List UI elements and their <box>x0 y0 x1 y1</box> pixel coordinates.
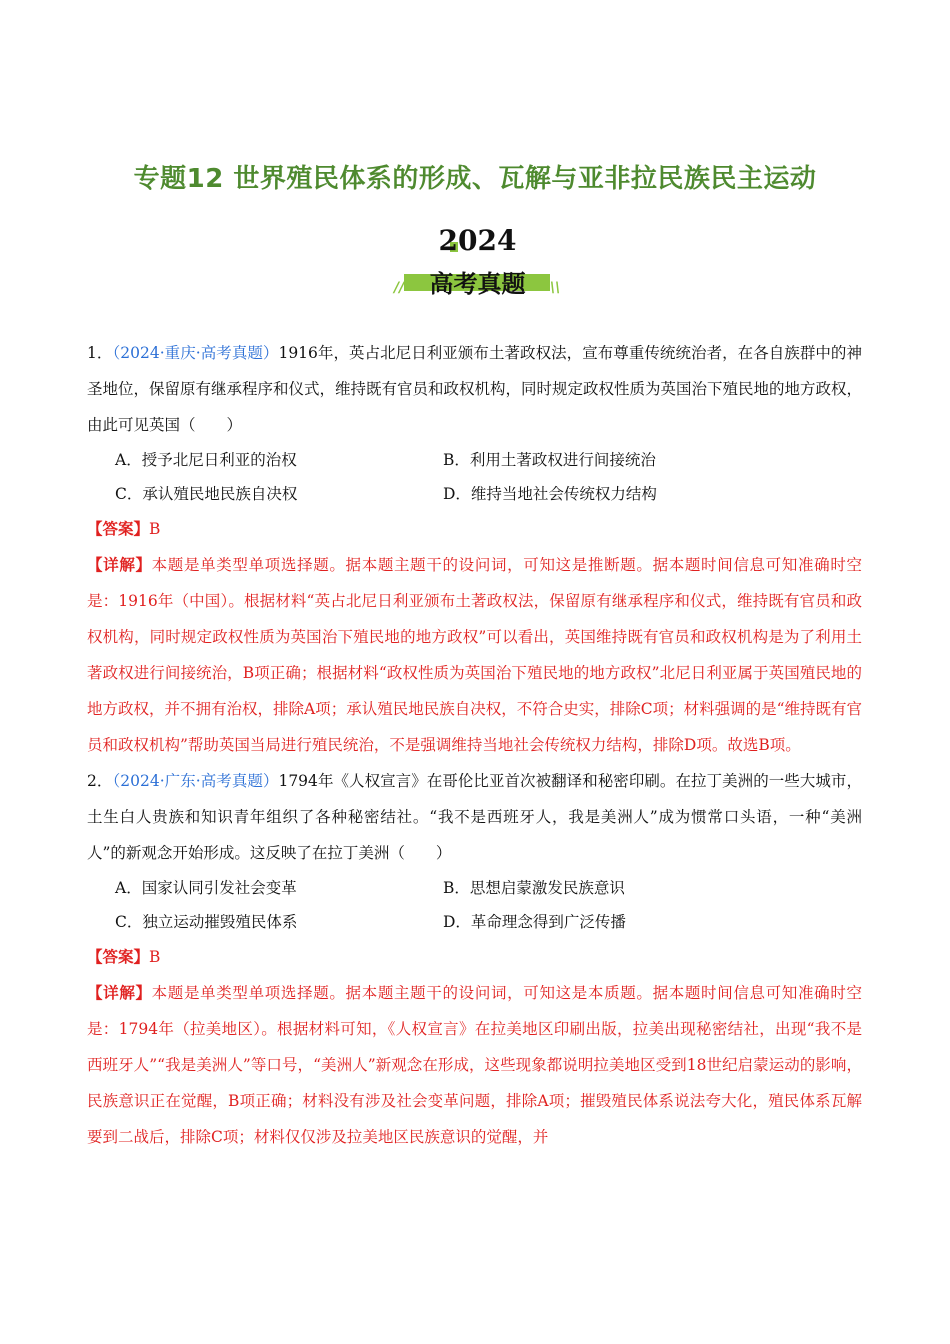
question-text: 1794年《人权宣言》在哥伦比亚首次被翻译和秘密印刷。在拉丁美洲的一些大城市，土生白人贵族和知识青年组织了各种秘密结社。“我不是西班牙人，我是美洲人”成为惯常口头语，一种“美洲人”的新观念开始形成。这反映了在拉丁美洲（ ） <box>87 772 862 862</box>
badge-left-slashes-icon: // <box>394 280 405 296</box>
explanation <box>87 547 862 763</box>
question-text: 1916年，英占北尼日利亚颁布土著政权法，宣布尊重传统统治者，在各自族群中的神圣地位，保留原有继承程序和仪式，维持既有官员和政权机构，同时规定政权性质为英国治下殖民地的地方政权，由此可见英国（ ） <box>87 344 863 434</box>
answer-value: B <box>149 948 161 966</box>
option-a: A．国家认同引发社会变革 <box>115 879 297 897</box>
answer-label: 【答案】 <box>87 520 150 538</box>
explanation-text: 本题是单类型单项选择题。据本题主题干的设问词，可知这是本质题。据本题时间信息可知准确时空是：1794年（拉美地区）。根据材料可知，《人权宣言》在拉美地区印刷出版，拉美出现秘密结社，出现“我不是西班牙人”“我是美洲人”等口号，“美洲人”新观念在形成，这些现象都说明拉美地区受到18世纪启蒙运动的影响，民族意识正在觉醒，B项正确；材料没有涉及社会变革问题，排除A项；摧毁殖民体系说法夸大化，殖民体系瓦解要到二战后，排除C项；材料仅仅涉及拉美地区民族意识的觉醒，并 <box>87 984 862 1146</box>
question-number: 1． <box>87 344 113 362</box>
option-c: C．独立运动摧毁殖民体系 <box>115 913 298 931</box>
answer-line <box>87 939 862 975</box>
option-d: D．维持当地社会传统权力结构 <box>443 485 657 503</box>
badge-year: 2024 <box>438 224 517 257</box>
options-row <box>87 477 862 511</box>
answer-line <box>87 511 862 547</box>
question-1 <box>87 335 862 763</box>
question-stem <box>87 763 862 871</box>
answer-label: 【答案】 <box>87 948 150 966</box>
options-row <box>87 443 862 477</box>
option-d: D．革命理念得到广泛传播 <box>443 913 626 931</box>
badge-right-slashes-icon: \\ <box>550 280 561 296</box>
explanation-label: 【详解】 <box>87 984 152 1002</box>
option-b: B．利用土著政权进行间接统治 <box>443 451 656 469</box>
page-title: 专题12 世界殖民体系的形成、瓦解与亚非拉民族民主运动 <box>133 164 817 194</box>
option-a: A．授予北尼日利亚的治权 <box>115 451 297 469</box>
question-stem <box>87 335 862 443</box>
options-row <box>87 905 862 939</box>
option-b: B．思想启蒙激发民族意识 <box>443 879 625 897</box>
option-c: C．承认殖民地民族自决权 <box>115 485 298 503</box>
question-number: 2． <box>87 772 113 790</box>
exam-badge <box>390 224 565 302</box>
explanation-label: 【详解】 <box>87 556 152 574</box>
explanation <box>87 975 862 1155</box>
answer-value: B <box>149 520 161 538</box>
explanation-text: 本题是单类型单项选择题。据本题主题干的设问词，可知这是推断题。据本题时间信息可知准确时空是：1916年（中国）。根据材料“英占北尼日利亚颁布土著政权法，保留原有继承程序和仪式，维持既有官员和政权机构，同时规定政权性质为英国治下殖民地的地方政权”可以看出，英国维持既有官员和政权机构是为了利用土著政权进行间接统治，B项正确；根据材料“政权性质为英国治下殖民地的地方政权”北尼日利亚属于英国殖民地的地方政权，并不拥有治权，排除A项；承认殖民地民族自决权，不符合史实，排除C项；材料强调的是“维持既有官员和政权机构”帮助英国当局进行殖民统治，不是强调维持当地社会传统权力结构，排除D项。故选B项。 <box>87 556 862 754</box>
question-2 <box>87 763 862 1155</box>
question-list <box>87 335 862 1155</box>
options-row <box>87 871 862 905</box>
question-source-tag: （2024·广东·高考真题） <box>112 772 279 790</box>
badge-label: 高考真题 <box>429 270 526 298</box>
question-source-tag: （2024·重庆·高考真题） <box>112 344 279 362</box>
